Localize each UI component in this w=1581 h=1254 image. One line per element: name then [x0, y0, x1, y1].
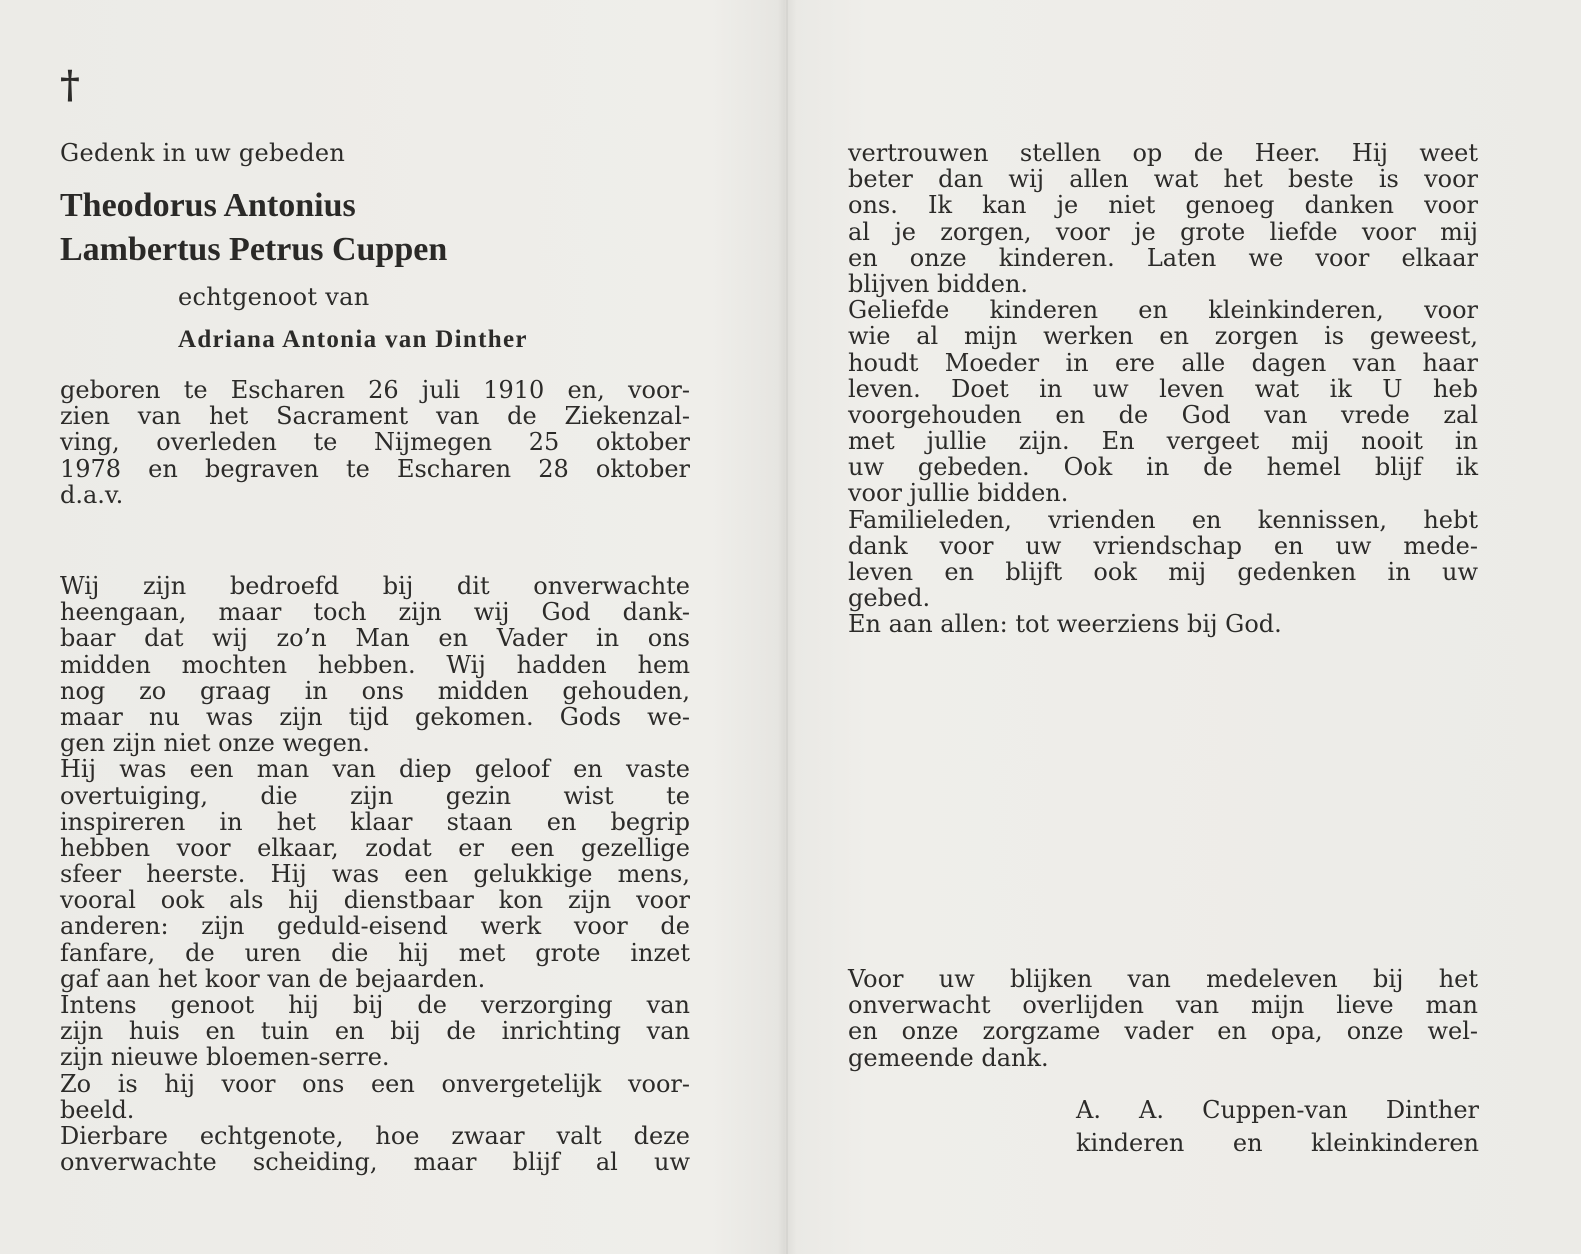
text-line: geboren te Escharen 26 juli 1910 en, voor-	[60, 376, 690, 404]
text-line: onverwachte scheiding, maar blijf al uw	[60, 1148, 690, 1177]
text-line: gen zijn niet onze wegen.	[60, 729, 370, 758]
text-line: blijven bidden.	[848, 269, 1029, 298]
text-line: leven. Doet in uw leven wat ik U heb	[848, 374, 1478, 403]
text-line: zijn nieuwe bloemen-serre.	[60, 1043, 390, 1072]
deceased-name-line1: Theodorus Antonius	[60, 187, 356, 224]
text-line: dank voor uw vriendschap en uw mede-	[848, 531, 1478, 560]
spouse-of-label: echtgenoot van	[178, 283, 370, 311]
left-body-text	[60, 573, 690, 1175]
signature-line: kinderen en kleinkinderen	[1076, 1129, 1479, 1157]
text-line: beeld.	[60, 1095, 135, 1124]
text-line: Geliefde kinderen en kleinkinderen, voor	[848, 296, 1478, 325]
signature-block	[1076, 1094, 1479, 1160]
text-line: gaf aan het koor van de bejaarden.	[60, 964, 486, 993]
text-line: gemeende dank.	[848, 1043, 1049, 1072]
intro-text: Gedenk in uw gebeden	[60, 139, 346, 167]
text-line: onverwacht overlijden van mijn lieve man	[848, 991, 1478, 1020]
text-line: vooral ook als hij dienstbaar kon zijn voor	[60, 886, 690, 915]
text-line: anderen: zijn geduld-eisend werk voor de	[60, 912, 690, 941]
spouse-name: Adriana Antonia van Dinther	[178, 326, 528, 353]
text-line: hebben voor elkaar, zodat er een gezellige	[60, 833, 690, 862]
text-line: Wij zijn bedroefd bij dit onverwachte	[60, 572, 690, 600]
cross-icon: †	[60, 62, 80, 107]
text-line: ving, overleden te Nijmegen 25 oktober	[60, 428, 690, 457]
text-line: baar dat wij zo’n Man en Vader in ons	[60, 624, 690, 653]
text-line: inspireren in het klaar staan en begrip	[60, 807, 690, 836]
text-line: Hij was een man van diep geloof en vaste	[60, 755, 690, 784]
text-line: en onze kinderen. Laten we voor elkaar	[848, 243, 1478, 272]
birth-paragraph	[60, 377, 690, 508]
text-line: met jullie zijn. En vergeet mij nooit in	[848, 427, 1478, 456]
text-line: Voor uw blijken van medeleven bij het	[848, 965, 1478, 993]
text-line: Intens genoot hij bij de verzorging van	[60, 991, 690, 1019]
text-line: sfeer heerste. Hij was een gelukkige mens,	[60, 860, 690, 889]
signature-line: A. A. Cuppen-van Dinther	[1076, 1096, 1479, 1124]
text-line: nog zo graag in ons midden gehouden,	[60, 676, 690, 705]
text-line: leven en blijft ook mij gedenken in uw	[848, 558, 1478, 586]
text-line: Familieleden, vrienden en kennissen, hebt	[848, 505, 1478, 534]
text-line: zien van het Sacrament van de Ziekenzal-	[60, 402, 690, 431]
text-line: d.a.v.	[60, 480, 124, 509]
text-line: zijn huis en tuin en bij de inrichting van	[60, 1017, 690, 1046]
text-line: 1978 en begraven te Escharen 28 oktober	[60, 454, 690, 483]
text-line: Zo is hij voor ons een onvergetelijk voor-	[60, 1069, 690, 1098]
text-line: vertrouwen stellen op de Heer. Hij weet	[848, 139, 1478, 167]
text-line: fanfare, de uren die hij met grote inzet	[60, 938, 690, 967]
text-line: overtuiging, die zijn gezin wist te	[60, 781, 690, 810]
center-fold	[786, 0, 788, 1254]
text-line: voorgehouden en de God van vrede zal	[848, 400, 1478, 429]
text-line: houdt Moeder in ere alle dagen van haar	[848, 348, 1478, 377]
text-line: voor jullie bidden.	[848, 479, 1069, 508]
text-line: heengaan, maar toch zijn wij God dank-	[60, 598, 690, 627]
text-line: al je zorgen, voor je grote liefde voor mij	[848, 217, 1478, 246]
text-line: uw gebeden. Ook in de hemel blijf ik	[848, 453, 1478, 482]
text-line: maar nu was zijn tijd gekomen. Gods we-	[60, 702, 690, 731]
text-line: ons. Ik kan je niet genoeg danken voor	[848, 191, 1478, 220]
text-line: midden mochten hebben. Wij hadden hem	[60, 650, 690, 679]
text-line: Dierbare echtgenote, hoe zwaar valt deze	[60, 1121, 690, 1150]
text-line: En aan allen: tot weerziens bij God.	[848, 610, 1282, 639]
text-line: gebed.	[848, 584, 931, 613]
thanks-paragraph	[848, 966, 1478, 1071]
text-line: en onze zorgzame vader en opa, onze wel-	[848, 1017, 1478, 1046]
text-line: beter dan wij allen wat het beste is voor	[848, 165, 1478, 194]
deceased-name-line2: Lambertus Petrus Cuppen	[60, 231, 448, 268]
text-line: wie al mijn werken en zorgen is geweest,	[848, 322, 1478, 351]
right-body-text	[848, 140, 1478, 638]
